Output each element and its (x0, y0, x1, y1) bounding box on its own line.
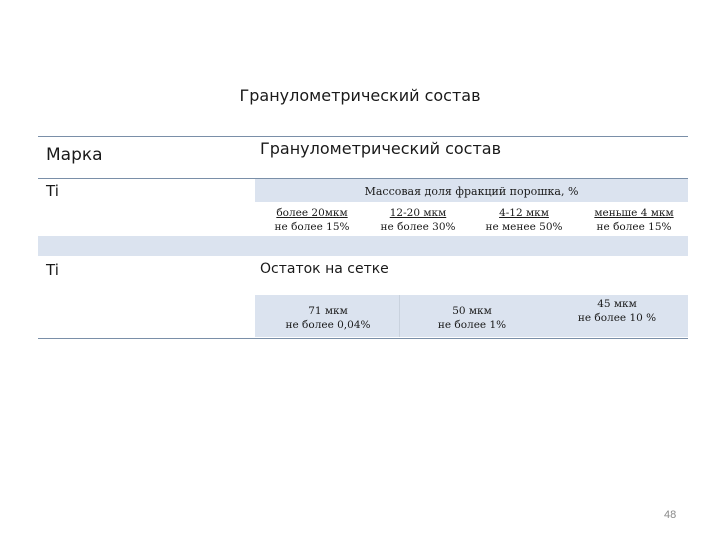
fraction-4-limit: не более 15% (596, 221, 672, 233)
mesh-divider-1 (399, 295, 400, 337)
header-composition: Гранулометрический состав (260, 139, 502, 158)
fraction-1-limit: не более 15% (274, 221, 350, 233)
header-grade: Марка (46, 145, 103, 165)
fraction-1 (262, 206, 362, 234)
mesh-2 (402, 304, 542, 332)
mesh-2-size: 50 мкм (452, 305, 492, 317)
residue-label: Остаток на сетке (260, 261, 389, 277)
mesh-3-size: 45 мкм (597, 298, 637, 310)
fraction-3 (474, 206, 574, 234)
slide-title: Гранулометрический состав (239, 86, 481, 105)
mesh-1 (258, 304, 398, 332)
table-top-border (38, 136, 688, 137)
mesh-2-limit: не более 1% (437, 319, 507, 331)
mesh-1-size: 71 мкм (308, 305, 348, 317)
fraction-4-size: меньше 4 мкм (594, 207, 674, 219)
fraction-4 (580, 206, 688, 234)
mass-fraction-label: Массовая доля фракций порошка, % (364, 185, 579, 198)
fraction-2-limit: не более 30% (380, 221, 456, 233)
mesh-3-limit: не более 10 % (577, 312, 657, 324)
fraction-3-limit: не менее 50% (485, 221, 563, 233)
fraction-2-size: 12-20 мкм (389, 207, 447, 219)
spacer-band (38, 236, 688, 256)
fraction-1-size: более 20мкм (276, 207, 348, 219)
fraction-3-size: 4-12 мкм (499, 207, 549, 219)
mesh-1-limit: не более 0,04% (285, 319, 371, 331)
row2-grade: Ti (46, 261, 59, 279)
page-number: 48 (664, 509, 677, 521)
fraction-2 (368, 206, 468, 234)
row1-grade: Ti (46, 182, 59, 200)
table-bottom-border (38, 338, 688, 339)
mesh-3 (546, 297, 688, 325)
